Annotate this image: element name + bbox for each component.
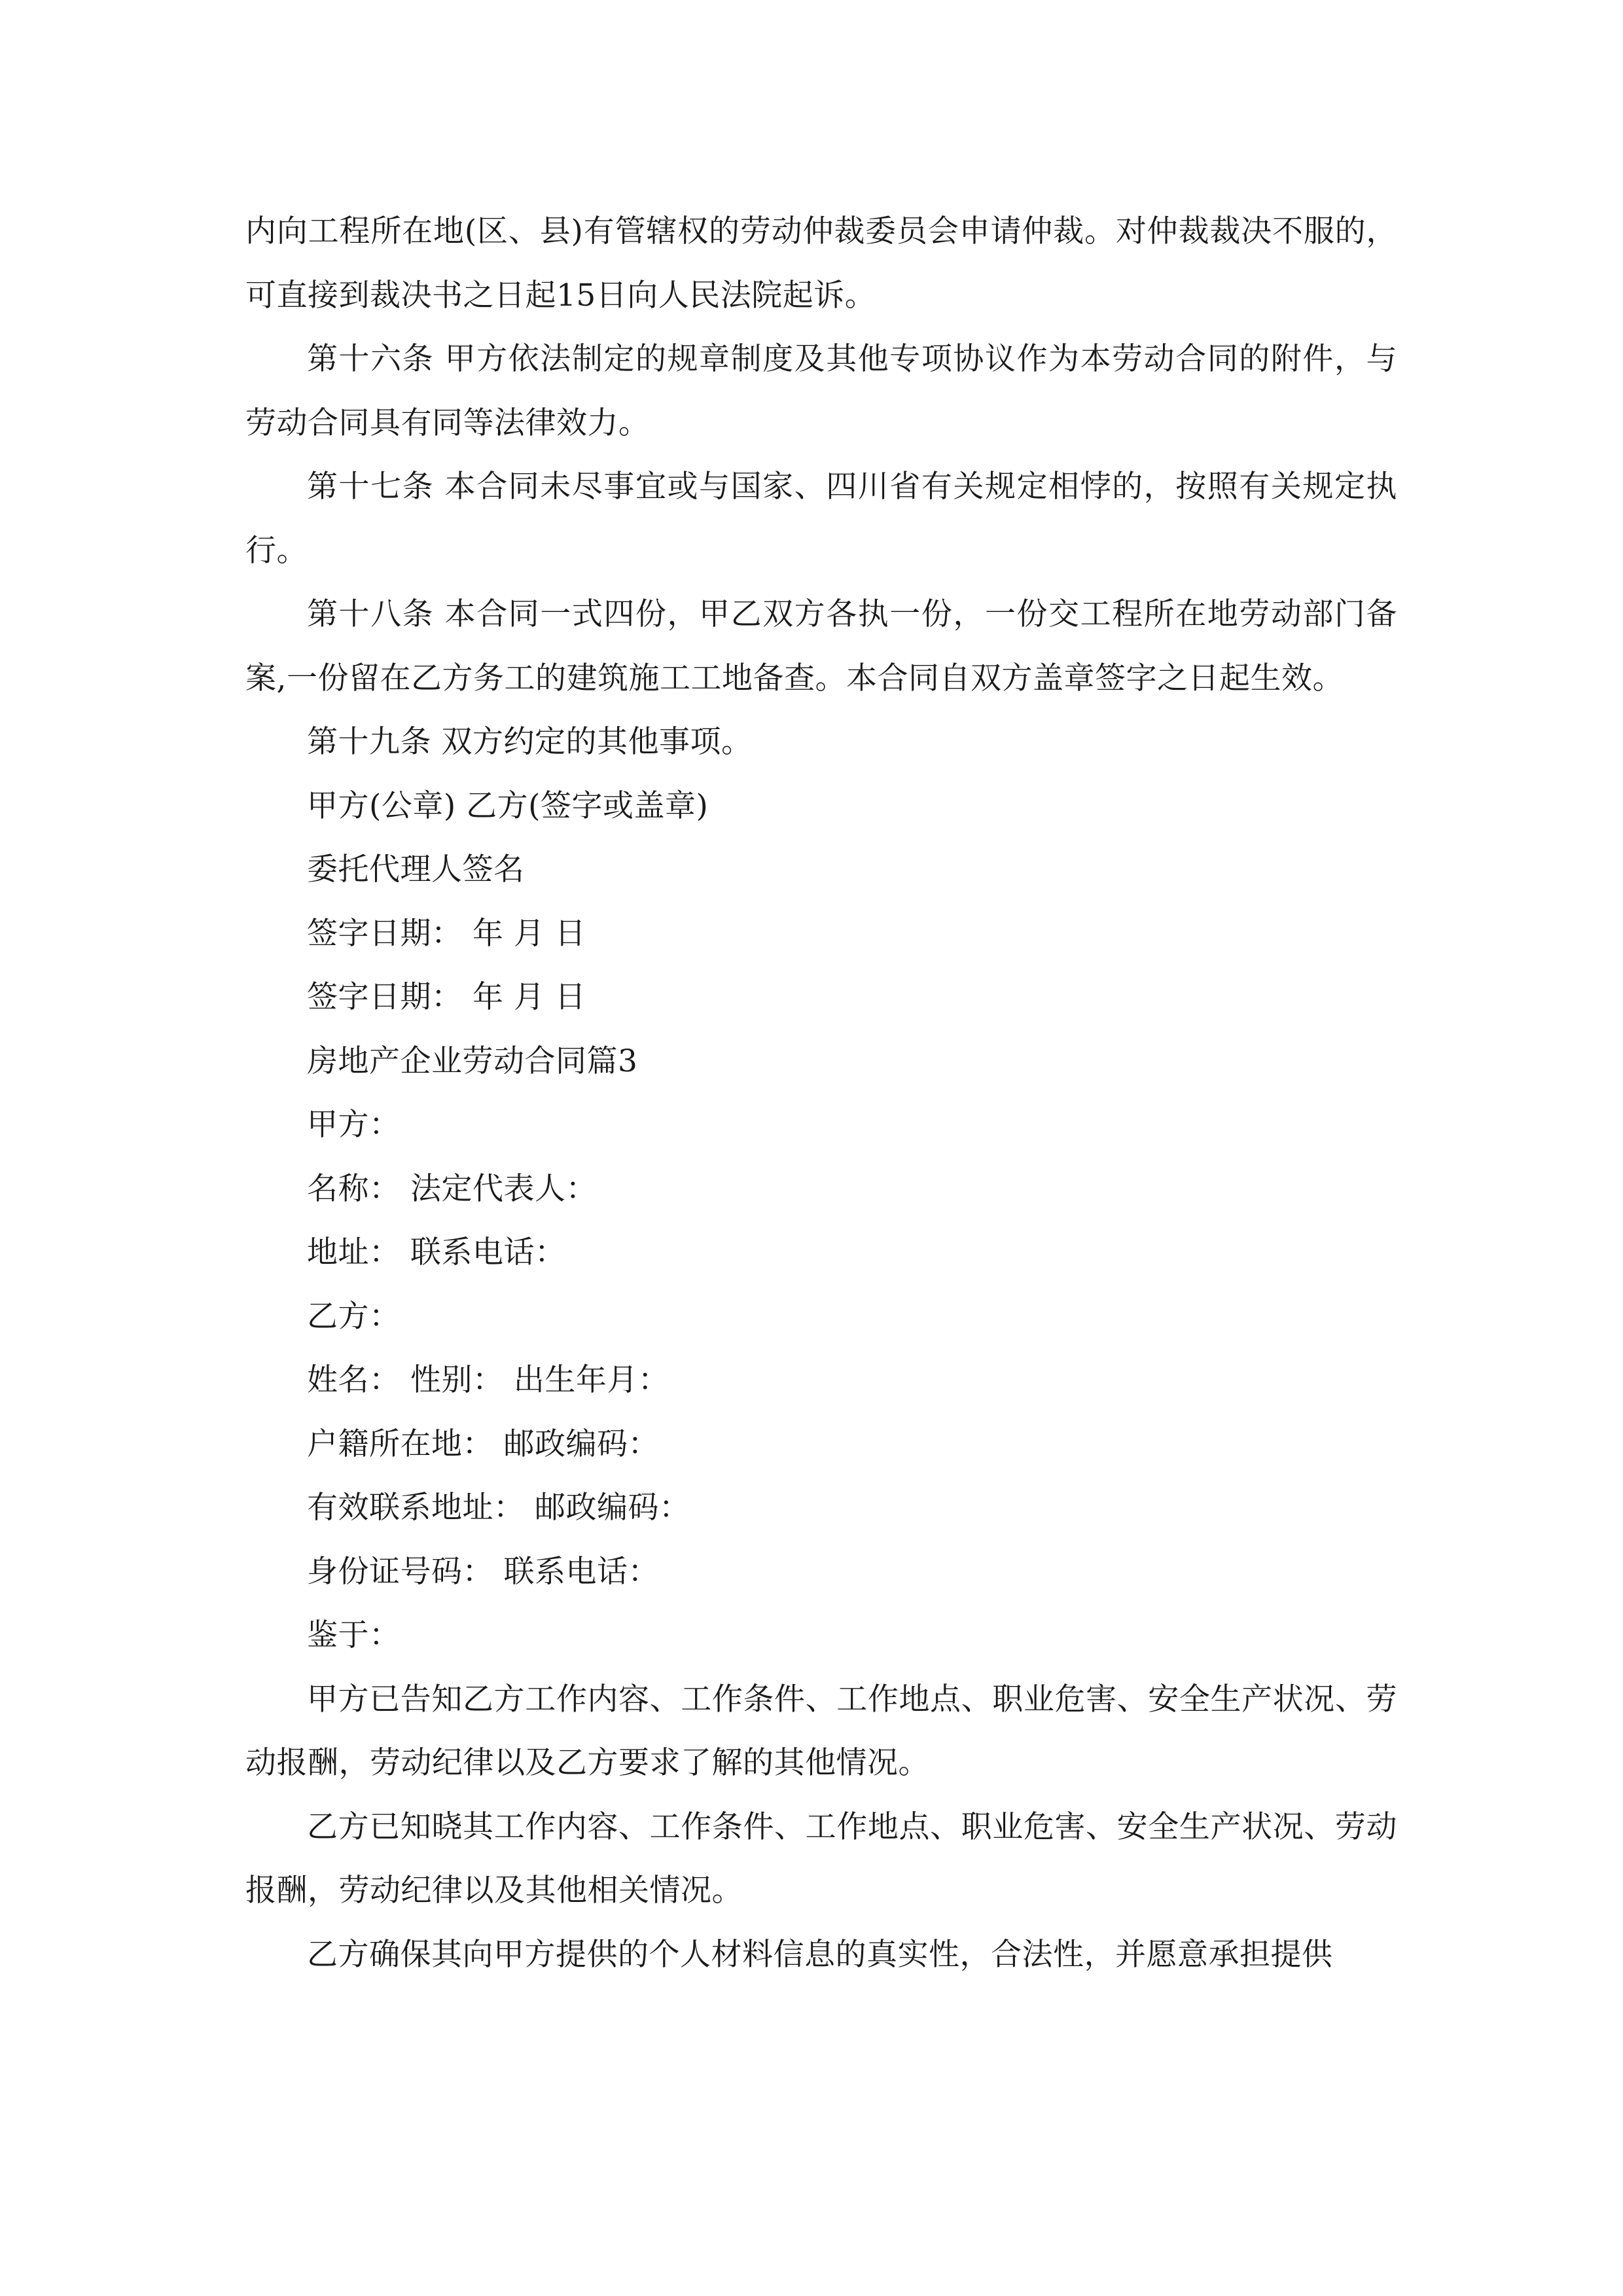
party-b-name-field: 姓名： 性别： 出生年月： [307, 1362, 669, 1398]
section-title: 房地产企业劳动合同篇3 [307, 1043, 638, 1079]
party-a-name-field: 名称： 法定代表人： [307, 1170, 597, 1207]
party-a-label: 甲方： [307, 1107, 401, 1143]
agent-signature: 委托代理人签名 [307, 852, 525, 888]
article-19: 第十九条 双方约定的其他事项。 [307, 724, 753, 760]
party-b-label: 乙方： [307, 1298, 401, 1335]
party-a-address-field: 地址： 联系电话： [307, 1234, 566, 1270]
party-b-household-field: 户籍所在地： 邮政编码： [307, 1426, 659, 1462]
party-b-address-field: 有效联系地址： 邮政编码： [307, 1490, 690, 1526]
article-17: 第十七条 本合同未尽事宜或与国家、四川省有关规定相悖的，按照有关规定执行。 [245, 469, 1397, 569]
whereas-clause-3: 乙方确保其向甲方提供的个人材料信息的真实性，合法性，并愿意承担提供 [307, 1936, 1333, 1973]
sign-date-1: 签字日期： 年 月 日 [307, 915, 586, 952]
whereas-clause-2: 乙方已知晓其工作内容、工作条件、工作地点、职业危害、安全生产状况、劳动报酬，劳动纪律以及其他相关情况。 [245, 1808, 1397, 1909]
sign-date-2: 签字日期： 年 月 日 [307, 979, 586, 1015]
whereas-label: 鉴于： [307, 1617, 401, 1653]
paragraph-continuation: 内向工程所在地(区、县)有管辖权的劳动仲裁委员会申请仲裁。对仲裁裁决不服的，可直接到裁决书之日起15日向人民法院起诉。 [245, 213, 1397, 314]
article-18: 第十八条 本合同一式四份，甲乙双方各执一份，一份交工程所在地劳动部门备案,一份留在乙方务工的建筑施工工地备查。本合同自双方盖章签字之日起生效。 [245, 596, 1397, 696]
whereas-clause-1: 甲方已告知乙方工作内容、工作条件、工作地点、职业危害、安全生产状况、劳动报酬，劳动纪律以及乙方要求了解的其他情况。 [245, 1681, 1397, 1781]
document-body [245, 200, 1397, 1986]
party-b-id-field: 身份证号码： 联系电话： [307, 1553, 659, 1590]
article-16: 第十六条 甲方依法制定的规章制度及其他专项协议作为本劳动合同的附件，与劳动合同具有同等法律效力。 [245, 341, 1397, 441]
signature-parties: 甲方(公章) 乙方(签字或盖章) [307, 787, 709, 824]
